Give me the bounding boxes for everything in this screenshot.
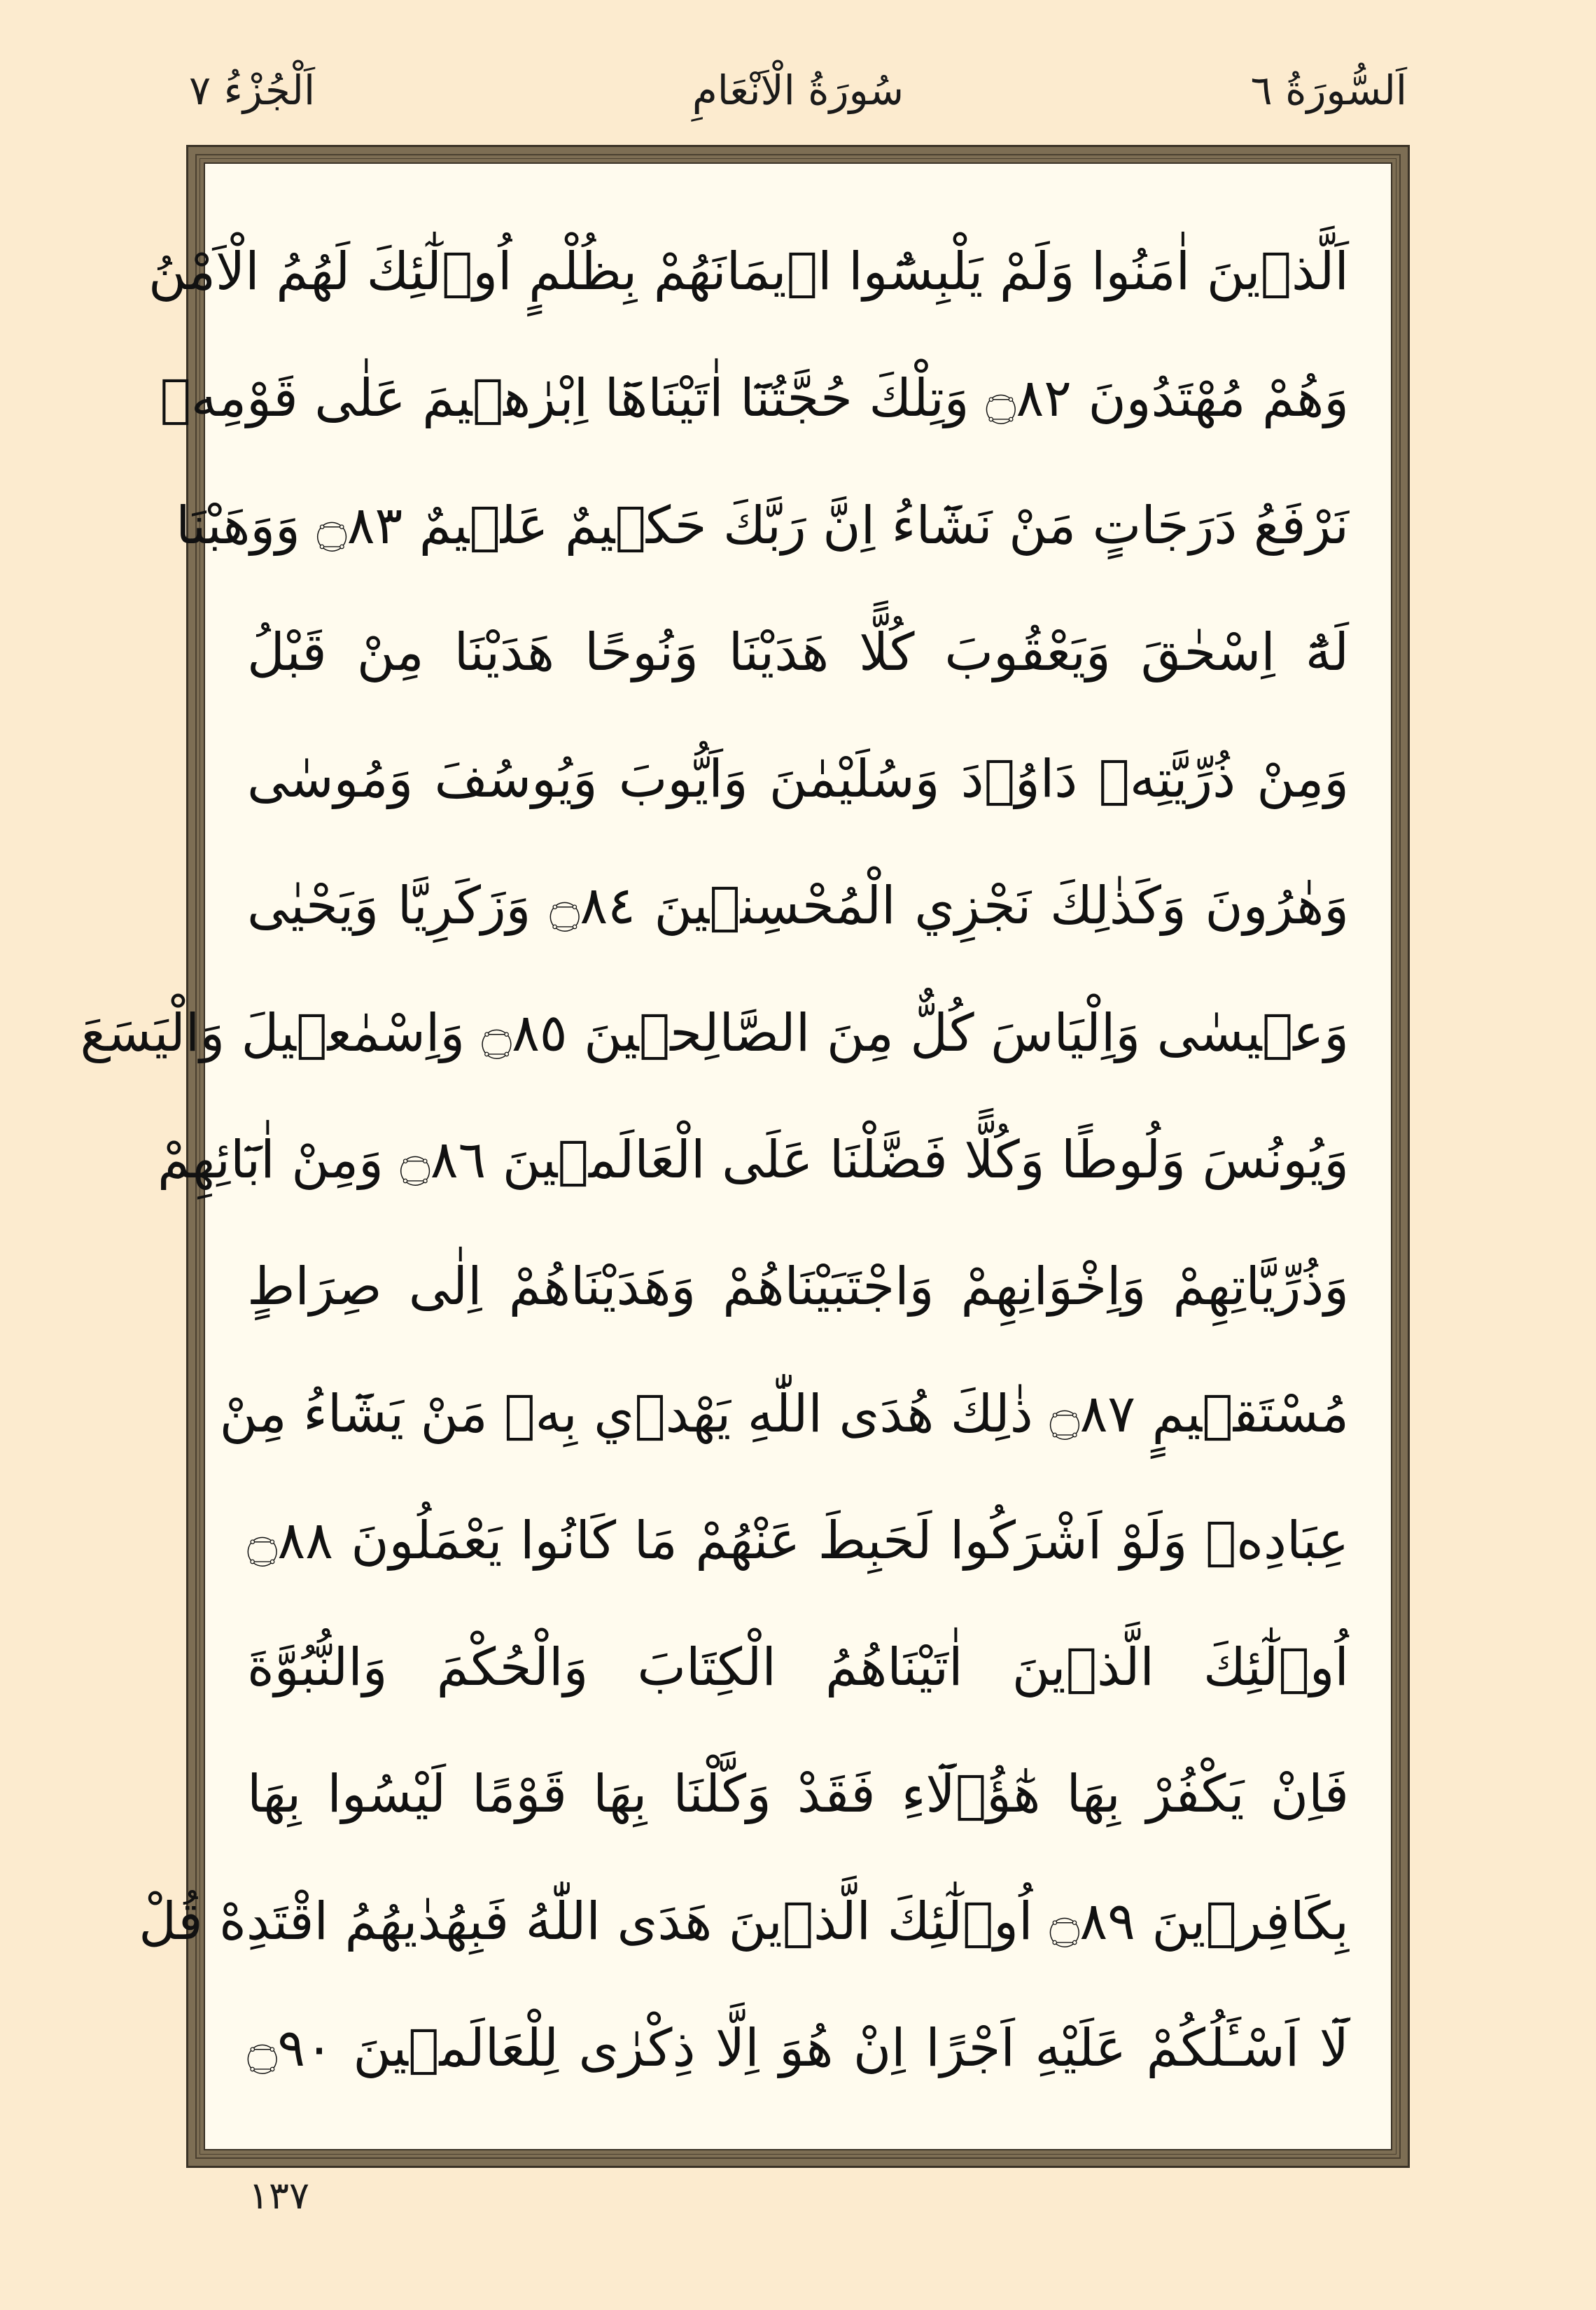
text-line: لَهُٓ اِسْحٰقَ وَيَعْقُوبَ كُلًّا هَدَيْنَا وَنُوحًا هَدَيْنَا مِنْ قَبْلُ xyxy=(247,622,1349,682)
text-line: وَذُرِّيَّاتِهِمْ وَاِخْوَانِهِمْ وَاجْتَبَيْنَاهُمْ وَهَدَيْنَاهُمْ اِلٰى صِرَاطٍ xyxy=(247,1256,1349,1317)
text-line: وَهٰرُونَ وَكَذٰلِكَ نَجْزِي الْمُحْسِن۪ينَ ۝٨٤ وَزَكَرِيَّا وَيَحْيٰى xyxy=(247,876,1349,937)
text-line: لَٓا اَسْـَٔلُكُمْ عَلَيْهِ اَجْرًا اِنْ هُوَ اِلَّا ذِكْرٰى لِلْعَالَم۪ينَ ۝٩٠ xyxy=(247,2017,1349,2078)
text-line: وَيُونُسَ وَلُوطًا وَكُلًّا فَضَّلْنَا عَلَى الْعَالَم۪ينَ ۝٨٦ وَمِنْ اٰبَٓائِهِمْ xyxy=(158,1129,1349,1190)
juz-number: اَلْجُزْءُ ٧ xyxy=(189,66,316,114)
text-line: اُو۬لٰٓئِكَ الَّذ۪ينَ اٰتَيْنَاهُمُ الْكِتَابَ وَالْحُكْمَ وَالنُّبُوَّةَ xyxy=(247,1637,1349,1698)
text-line: نَرْفَعُ دَرَجَاتٍ مَنْ نَشَٓاءُ اِنَّ رَبَّكَ حَك۪يمٌ عَل۪يمٌ ۝٨٣ وَوَهَبْنَا xyxy=(176,495,1349,556)
text-line: اَلَّذ۪ينَ اٰمَنُوا وَلَمْ يَلْبِسُٓوا ا۪يمَانَهُمْ بِظُلْمٍ اُو۬لٰٓئِكَ لَهُمُ الْاَمْنُ xyxy=(148,241,1349,302)
text-line: مُسْتَق۪يمٍ ۝٨٧ ذٰلِكَ هُدَى اللّٰهِ يَهْد۪ي بِه۪ مَنْ يَشَٓاءُ مِنْ xyxy=(219,1383,1349,1444)
verse-text xyxy=(80,213,1349,2107)
text-line: وَع۪يسٰى وَاِلْيَاسَ كُلٌّ مِنَ الصَّالِح۪ينَ ۝٨٥ وَاِسْمٰع۪يلَ وَالْيَسَعَ xyxy=(80,1002,1349,1063)
text-line: فَاِنْ يَكْفُرْ بِهَا هٰٓؤُ۬لَٓاءِ فَقَدْ وَكَّلْنَا بِهَا قَوْمًا لَيْسُوا بِهَا xyxy=(247,1764,1349,1825)
text-panel xyxy=(80,162,1392,2150)
text-line: وَمِنْ ذُرِّيَّتِه۪ دَاوُ۫دَ وَسُلَيْمٰنَ وَاَيُّوبَ وَيُوسُفَ وَمُوسٰى xyxy=(247,749,1349,810)
text-line: بِكَافِر۪ينَ ۝٨٩ اُو۬لٰٓئِكَ الَّذ۪ينَ هَدَى اللّٰهُ فَبِهُدٰيهُمُ اقْتَدِهْ قُلْ xyxy=(139,1891,1349,1952)
surah-number: اَلسُّورَةُ ٦ xyxy=(1250,66,1407,114)
page-header xyxy=(189,66,1407,144)
page-frame xyxy=(80,145,1410,2168)
surah-name: سُورَةُ الْاَنْعَامِ xyxy=(692,66,904,114)
page-number: ١٣٧ xyxy=(248,2174,310,2218)
text-line: عِبَادِه۪ وَلَوْ اَشْرَكُوا لَحَبِطَ عَنْهُمْ مَا كَانُوا يَعْمَلُونَ ۝٨٨ xyxy=(247,1510,1349,1571)
text-line: وَهُمْ مُهْتَدُونَ ۝٨٢ وَتِلْكَ حُجَّتُنَٓا اٰتَيْنَاهَٓا اِبْرٰه۪يمَ عَلٰى قَوْمِه۪ xyxy=(160,368,1349,429)
